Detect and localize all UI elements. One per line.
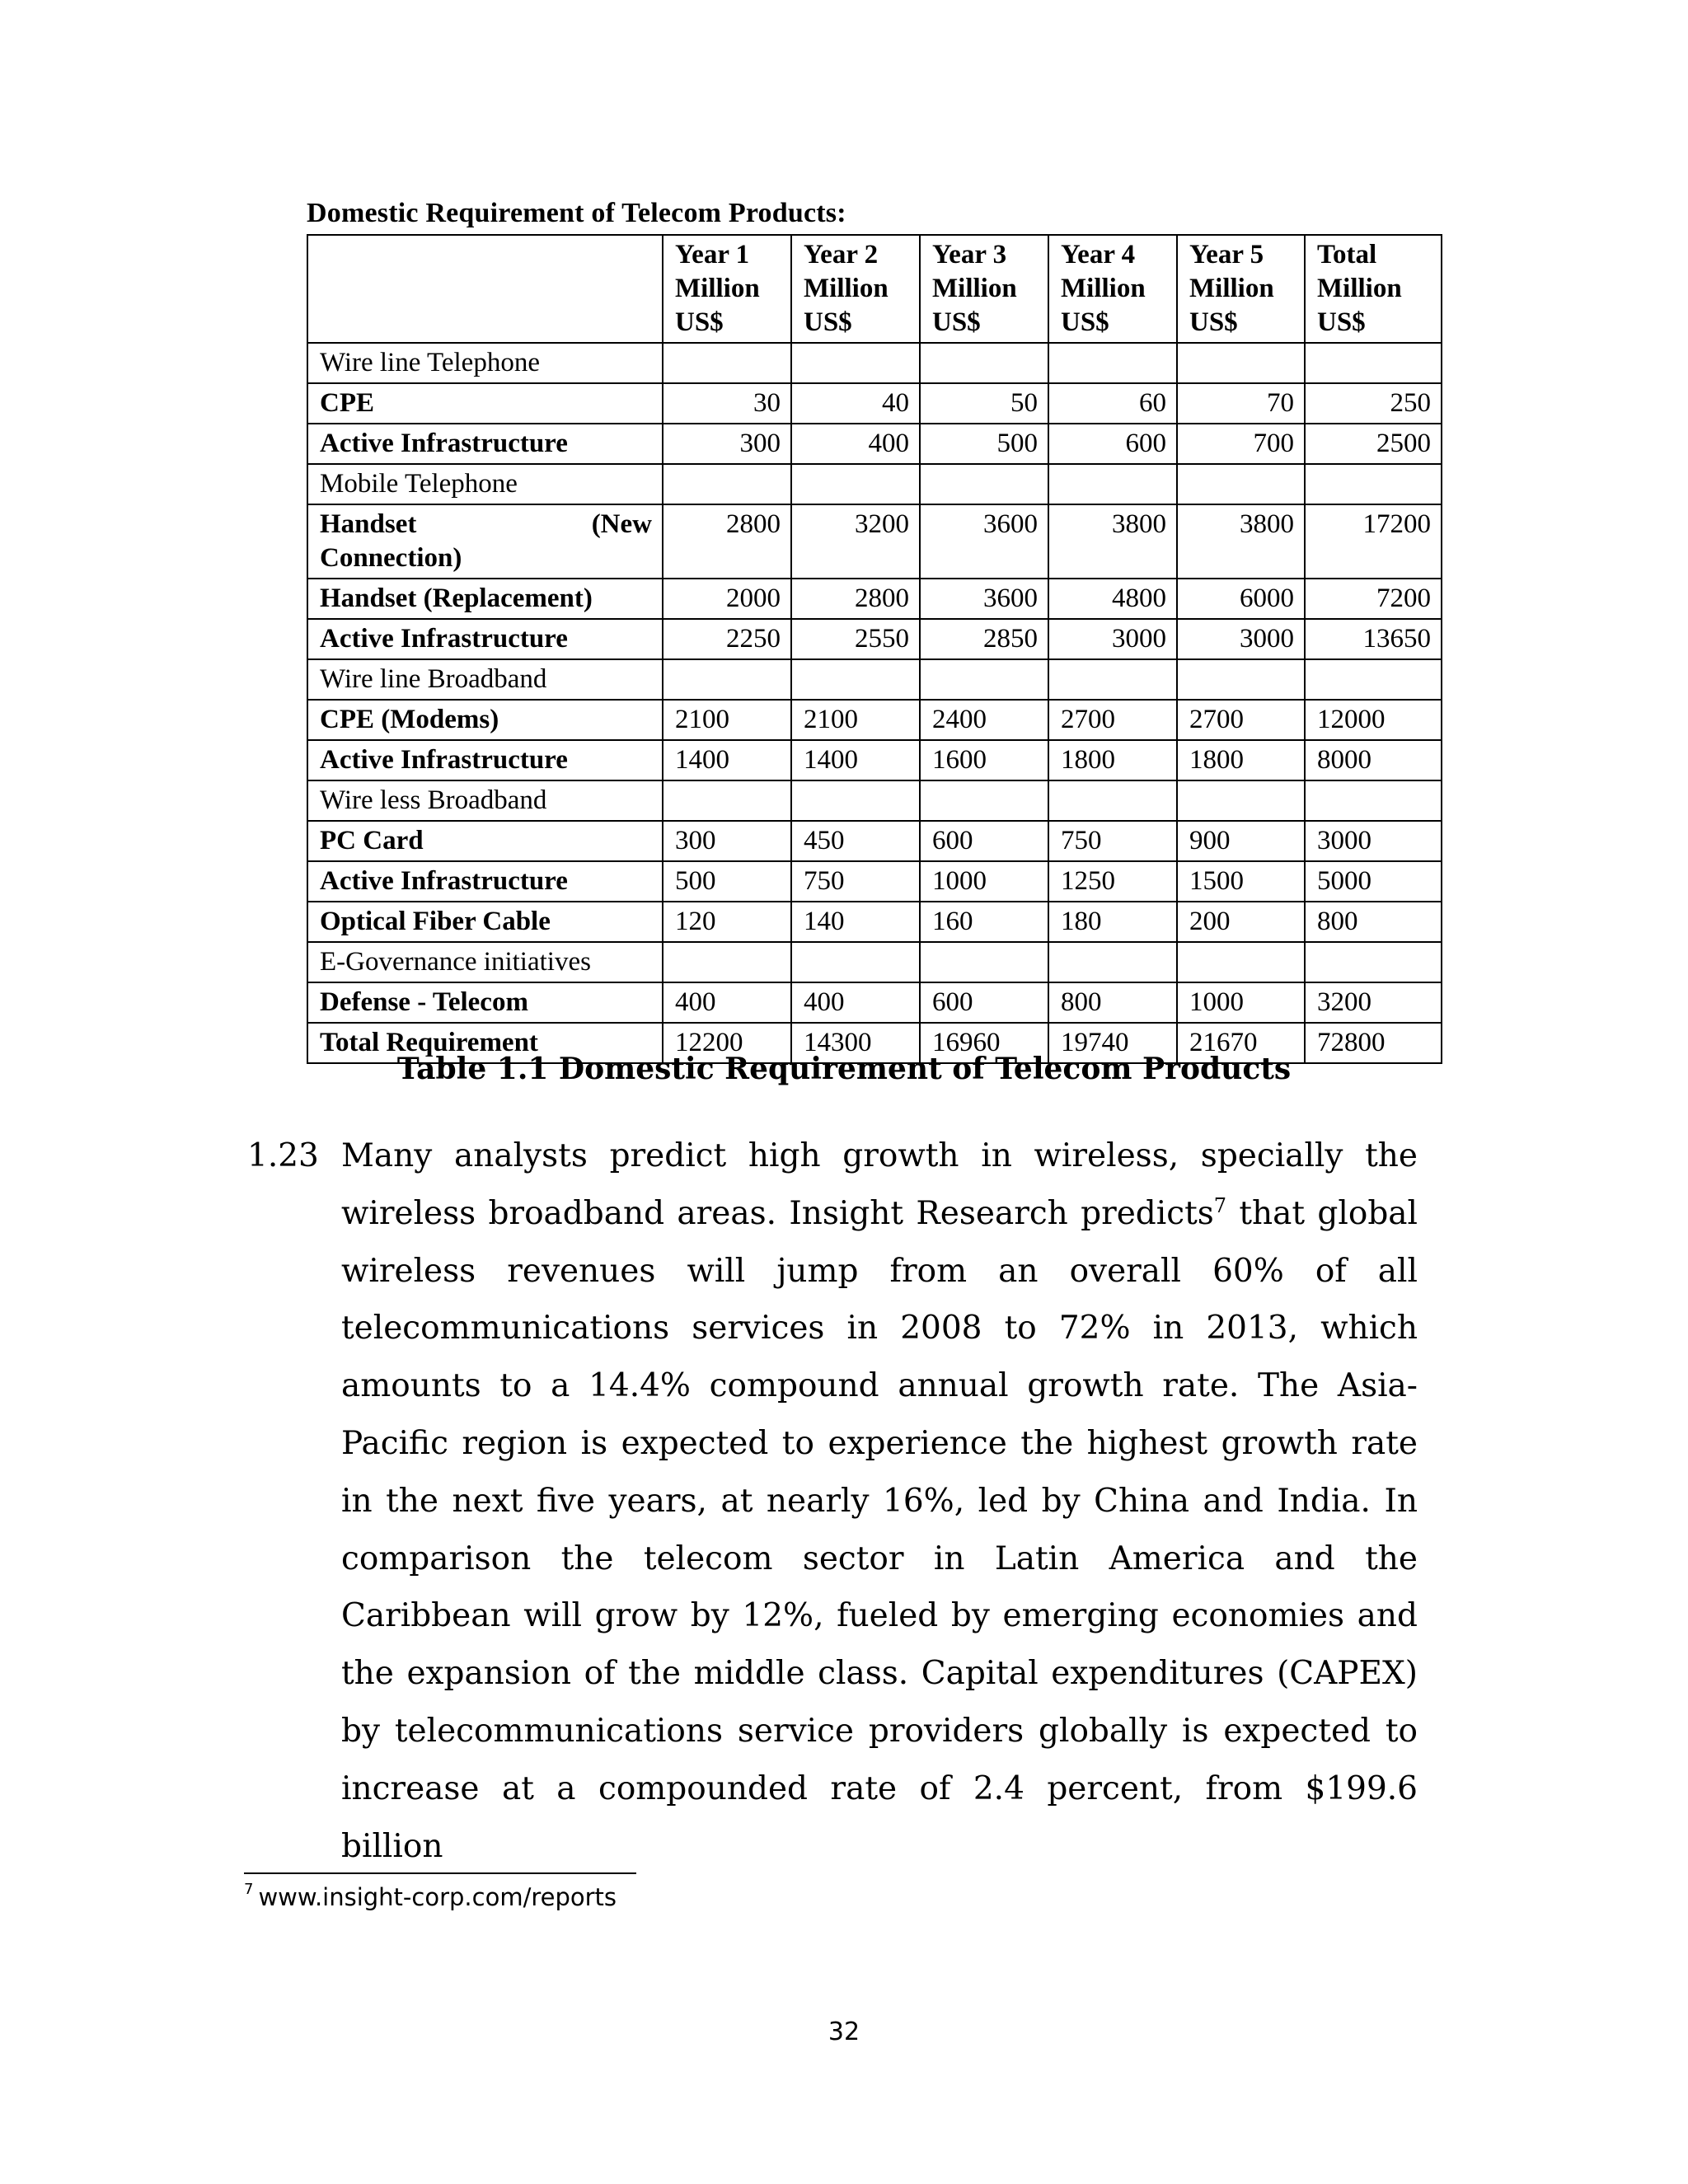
- value-cell: 2500: [1305, 424, 1442, 464]
- value-cell: 21670: [1177, 1023, 1305, 1063]
- value-cell: 13650: [1305, 619, 1442, 659]
- column-header-line: US$: [932, 307, 981, 337]
- value-cell: 900: [1177, 821, 1305, 861]
- row-label: [307, 504, 663, 579]
- table-row: [307, 504, 1442, 579]
- table-row: [307, 383, 1442, 424]
- table-row: [307, 343, 1442, 383]
- value-cell: 1400: [791, 740, 920, 780]
- value-cell: 300: [663, 821, 791, 861]
- column-header-line: Year 1: [675, 240, 750, 269]
- requirement-table: [307, 234, 1442, 1064]
- column-header-line: Million: [932, 274, 1017, 303]
- value-cell: 30: [663, 383, 791, 424]
- row-label-part: Handset: [320, 509, 417, 539]
- value-cell: [1177, 343, 1305, 383]
- row-label: PC Card: [307, 821, 663, 861]
- value-cell: 2550: [791, 619, 920, 659]
- paragraph-text-rest: that global wireless revenues will jump from an overall 60% of all telecommunications services in 2008 to 72% in 2013, which amounts to a 14.4% compound annual growth rate. The Asia-Pacific region is expected to experience the highest growth rate in the next five years, at nearly 16%, led by China and India. In comparison the telecom sector in Latin America and the Caribbean will grow by 12%, fueled by emerging economies and the expansion of the middle class. Capital expenditures (CAPEX) by telecommunications service providers globally is expected to increase at a compounded rate of 2.4 percent, from $199.6 billion: [341, 1194, 1418, 1865]
- value-cell: 400: [791, 982, 920, 1023]
- column-header-line: Million: [1061, 274, 1146, 303]
- value-cell: 2250: [663, 619, 791, 659]
- value-cell: 2850: [920, 619, 1048, 659]
- table-row: [307, 579, 1442, 619]
- value-cell: 2700: [1048, 700, 1177, 740]
- footnote-text: www.insight-corp.com/reports: [258, 1883, 617, 1911]
- value-cell: 3600: [920, 579, 1048, 619]
- value-cell: 2800: [791, 579, 920, 619]
- value-cell: 2400: [920, 700, 1048, 740]
- table-heading: Domestic Requirement of Telecom Products:: [307, 198, 846, 228]
- column-header-line: Million: [675, 274, 760, 303]
- column-header: [1177, 235, 1305, 343]
- value-cell: 6000: [1177, 579, 1305, 619]
- row-label: Total Requirement: [307, 1023, 663, 1063]
- value-cell: [1177, 942, 1305, 982]
- value-cell: [1305, 343, 1442, 383]
- table-row: [307, 740, 1442, 780]
- row-label: Active Infrastructure: [307, 619, 663, 659]
- value-cell: 450: [791, 821, 920, 861]
- category-label: Wire line Telephone: [307, 343, 663, 383]
- value-cell: 2700: [1177, 700, 1305, 740]
- value-cell: 600: [1048, 424, 1177, 464]
- row-label-part: (New: [591, 509, 652, 539]
- value-cell: [1305, 780, 1442, 821]
- value-cell: 300: [663, 424, 791, 464]
- column-header-line: US$: [675, 307, 724, 337]
- row-label: Defense - Telecom: [307, 982, 663, 1023]
- value-cell: [791, 942, 920, 982]
- value-cell: 3800: [1177, 504, 1305, 579]
- value-cell: 1500: [1177, 861, 1305, 902]
- column-header-line: US$: [1317, 307, 1366, 337]
- value-cell: 12000: [1305, 700, 1442, 740]
- value-cell: 3600: [920, 504, 1048, 579]
- column-header-line: US$: [1061, 307, 1109, 337]
- value-cell: 250: [1305, 383, 1442, 424]
- header-corner-cell: [307, 235, 663, 343]
- column-header-line: Year 4: [1061, 240, 1136, 269]
- value-cell: [791, 659, 920, 700]
- value-cell: 50: [920, 383, 1048, 424]
- value-cell: [663, 343, 791, 383]
- value-cell: 60: [1048, 383, 1177, 424]
- column-header: [791, 235, 920, 343]
- row-label: Active Infrastructure: [307, 861, 663, 902]
- row-label: CPE (Modems): [307, 700, 663, 740]
- value-cell: [663, 659, 791, 700]
- category-label: E-Governance initiatives: [307, 942, 663, 982]
- row-label: Optical Fiber Cable: [307, 902, 663, 942]
- row-label-line: [320, 508, 652, 541]
- value-cell: 700: [1177, 424, 1305, 464]
- value-cell: 600: [920, 982, 1048, 1023]
- value-cell: [663, 780, 791, 821]
- value-cell: 800: [1048, 982, 1177, 1023]
- value-cell: 3000: [1177, 619, 1305, 659]
- value-cell: 3000: [1305, 821, 1442, 861]
- value-cell: [1177, 780, 1305, 821]
- value-cell: 19740: [1048, 1023, 1177, 1063]
- value-cell: 160: [920, 902, 1048, 942]
- category-label: Wire line Broadband: [307, 659, 663, 700]
- value-cell: 2800: [663, 504, 791, 579]
- value-cell: [1048, 780, 1177, 821]
- table-row: [307, 700, 1442, 740]
- paragraph-text-start: Many analysts predict high growth in wireless, specially the wireless broadband areas. Insight Research predicts: [341, 1137, 1418, 1232]
- row-label: Handset (Replacement): [307, 579, 663, 619]
- value-cell: 1000: [1177, 982, 1305, 1023]
- value-cell: [791, 464, 920, 504]
- value-cell: 2100: [791, 700, 920, 740]
- table-row: [307, 619, 1442, 659]
- value-cell: 800: [1305, 902, 1442, 942]
- value-cell: 14300: [791, 1023, 920, 1063]
- column-header-line: Year 2: [804, 240, 879, 269]
- row-label: Active Infrastructure: [307, 424, 663, 464]
- value-cell: 500: [920, 424, 1048, 464]
- category-label: Wire less Broadband: [307, 780, 663, 821]
- value-cell: 750: [1048, 821, 1177, 861]
- column-header-line: Million: [804, 274, 889, 303]
- table-row: [307, 982, 1442, 1023]
- value-cell: 140: [791, 902, 920, 942]
- value-cell: 4800: [1048, 579, 1177, 619]
- value-cell: 17200: [1305, 504, 1442, 579]
- value-cell: [920, 780, 1048, 821]
- value-cell: 400: [663, 982, 791, 1023]
- value-cell: [1305, 464, 1442, 504]
- footnote-marker: 7: [244, 1881, 254, 1898]
- value-cell: [663, 464, 791, 504]
- value-cell: 5000: [1305, 861, 1442, 902]
- column-header: [920, 235, 1048, 343]
- column-header-line: Year 3: [932, 240, 1007, 269]
- footnote: [244, 1881, 617, 1911]
- value-cell: 70: [1177, 383, 1305, 424]
- footnote-divider: [244, 1872, 636, 1874]
- column-header: [1305, 235, 1442, 343]
- footnote-reference[interactable]: 7: [1213, 1193, 1227, 1217]
- value-cell: 3800: [1048, 504, 1177, 579]
- value-cell: [791, 780, 920, 821]
- column-header-line: US$: [804, 307, 852, 337]
- column-header-line: Million: [1317, 274, 1402, 303]
- value-cell: [1048, 659, 1177, 700]
- table-caption: Table 1.1 Domestic Requirement of Telecom Products: [396, 1052, 1292, 1086]
- category-label: Mobile Telephone: [307, 464, 663, 504]
- value-cell: [920, 659, 1048, 700]
- column-header-line: US$: [1189, 307, 1238, 337]
- value-cell: 600: [920, 821, 1048, 861]
- value-cell: 3200: [791, 504, 920, 579]
- paragraph-number: 1.23: [247, 1137, 319, 1174]
- column-header-line: Year 5: [1189, 240, 1264, 269]
- value-cell: 1250: [1048, 861, 1177, 902]
- value-cell: 180: [1048, 902, 1177, 942]
- value-cell: [1177, 464, 1305, 504]
- value-cell: 72800: [1305, 1023, 1442, 1063]
- value-cell: 3000: [1048, 619, 1177, 659]
- value-cell: 120: [663, 902, 791, 942]
- value-cell: 2000: [663, 579, 791, 619]
- table-header-row: [307, 235, 1442, 343]
- value-cell: 1600: [920, 740, 1048, 780]
- value-cell: [1048, 464, 1177, 504]
- value-cell: [920, 464, 1048, 504]
- table-row: [307, 902, 1442, 942]
- table-row: [307, 464, 1442, 504]
- table-row: [307, 942, 1442, 982]
- column-header-line: Total: [1317, 240, 1377, 269]
- value-cell: 40: [791, 383, 920, 424]
- value-cell: [1305, 942, 1442, 982]
- value-cell: 200: [1177, 902, 1305, 942]
- page-number: 32: [828, 2018, 860, 2046]
- value-cell: [663, 942, 791, 982]
- value-cell: 7200: [1305, 579, 1442, 619]
- value-cell: 500: [663, 861, 791, 902]
- value-cell: 8000: [1305, 740, 1442, 780]
- column-header-line: Million: [1189, 274, 1274, 303]
- body-paragraph: [247, 1127, 1418, 1875]
- table-row: [307, 780, 1442, 821]
- value-cell: 16960: [920, 1023, 1048, 1063]
- value-cell: 12200: [663, 1023, 791, 1063]
- table-row: [307, 861, 1442, 902]
- value-cell: 1400: [663, 740, 791, 780]
- value-cell: 400: [791, 424, 920, 464]
- value-cell: 2100: [663, 700, 791, 740]
- row-label: CPE: [307, 383, 663, 424]
- value-cell: [1305, 659, 1442, 700]
- row-label: Active Infrastructure: [307, 740, 663, 780]
- column-header: [1048, 235, 1177, 343]
- value-cell: 1800: [1048, 740, 1177, 780]
- value-cell: [1048, 343, 1177, 383]
- value-cell: [920, 942, 1048, 982]
- value-cell: [791, 343, 920, 383]
- value-cell: 750: [791, 861, 920, 902]
- value-cell: [920, 343, 1048, 383]
- table-row: [307, 659, 1442, 700]
- value-cell: [1177, 659, 1305, 700]
- paragraph-text: [341, 1127, 1418, 1875]
- value-cell: 3200: [1305, 982, 1442, 1023]
- value-cell: [1048, 942, 1177, 982]
- column-header: [663, 235, 791, 343]
- value-cell: 1000: [920, 861, 1048, 902]
- value-cell: 1800: [1177, 740, 1305, 780]
- table-row: [307, 424, 1442, 464]
- table-row: [307, 821, 1442, 861]
- row-label-part: Connection): [320, 543, 462, 573]
